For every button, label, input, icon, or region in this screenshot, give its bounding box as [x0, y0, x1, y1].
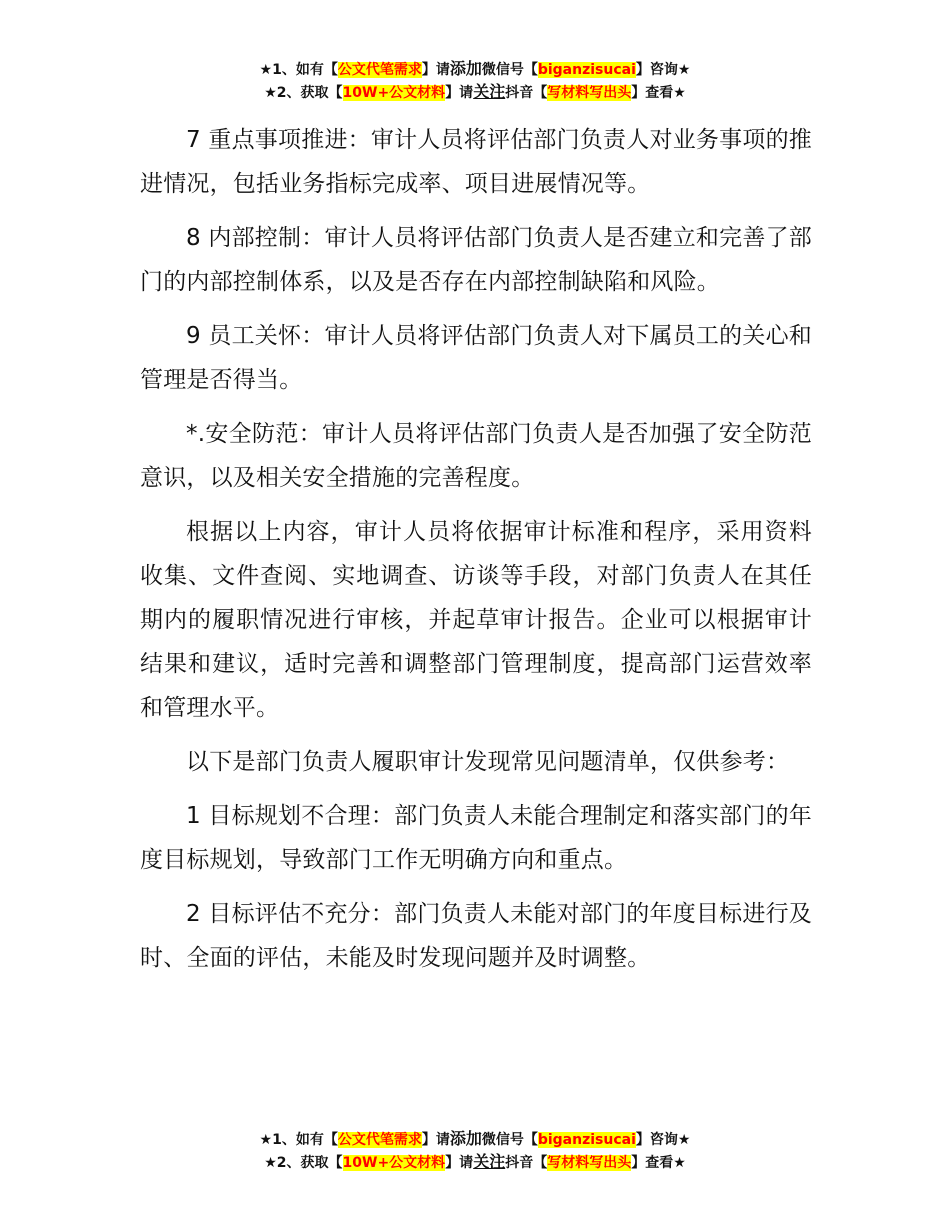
paragraph: 8 内部控制：审计人员将评估部门负责人是否建立和完善了部门的内部控制体系，以及是否存在内部控制缺陷和风险。 [140, 225, 812, 295]
banner-emphasis: 添加 [449, 1129, 482, 1148]
paragraph: 7 重点事项推进：审计人员将评估部门负责人对业务事项的推进情况，包括业务指标完成率、项目进展情况等。 [140, 127, 812, 197]
banner-text: ★1、如有【 [259, 62, 338, 78]
highlight-wechat-id: biganzisucai [537, 62, 636, 78]
highlight-wechat-id: biganzisucai [537, 1132, 636, 1148]
highlight-douyin-id: 写材料写出头 [547, 1155, 632, 1171]
banner-text: ★2、获取【 [264, 85, 343, 101]
paragraph: *.安全防范：审计人员将评估部门负责人是否加强了安全防范意识，以及相关安全措施的完善程度。 [140, 421, 812, 491]
paragraph: 9 员工关怀：审计人员将评估部门负责人对下属员工的关心和管理是否得当。 [140, 323, 812, 393]
paragraph: 1 目标规划不合理：部门负责人未能合理制定和落实部门的年度目标规划，导致部门工作无明确方向和重点。 [140, 803, 812, 873]
banner-text: 】请 [421, 1132, 450, 1148]
banner-emphasis: 关注 [473, 82, 506, 101]
highlight-materials: 10W+公文材料 [342, 1155, 446, 1171]
highlight-service: 公文代笔需求 [337, 1132, 422, 1148]
banner-text: 】查看★ [631, 85, 686, 101]
header-banner [0, 58, 950, 104]
document-body [140, 118, 812, 990]
banner-line-1 [0, 58, 950, 81]
paragraph: 根据以上内容，审计人员将依据审计标准和程序，采用资料收集、文件查阅、实地调查、访谈等手段，对部门负责人在其任期内的履职情况进行审核，并起草审计报告。企业可以根据审计结果和建议，适时完善和调整部门管理制度，提高部门运营效率和管理水平。 [140, 519, 812, 721]
banner-text: 抖音【 [505, 85, 548, 101]
banner-line-2 [0, 1151, 950, 1174]
banner-text: 抖音【 [505, 1155, 548, 1171]
paragraph: 以下是部门负责人履职审计发现常见问题清单，仅供参考： [186, 749, 790, 775]
banner-text: 】请 [445, 85, 474, 101]
banner-text: 】查看★ [631, 1155, 686, 1171]
banner-line-2 [0, 81, 950, 104]
banner-text: 】咨询★ [635, 1132, 691, 1148]
banner-text: 微信号【 [481, 62, 538, 78]
footer-banner [0, 1128, 950, 1174]
highlight-douyin-id: 写材料写出头 [547, 85, 632, 101]
banner-text: 】请 [445, 1155, 474, 1171]
highlight-materials: 10W+公文材料 [342, 85, 446, 101]
highlight-service: 公文代笔需求 [337, 62, 422, 78]
banner-text: 微信号【 [481, 1132, 538, 1148]
banner-text: ★1、如有【 [259, 1132, 338, 1148]
paragraph: 2 目标评估不充分：部门负责人未能对部门的年度目标进行及时、全面的评估，未能及时发现问题并及时调整。 [140, 901, 812, 971]
banner-text: ★2、获取【 [264, 1155, 343, 1171]
banner-emphasis: 关注 [473, 1152, 506, 1171]
banner-line-1 [0, 1128, 950, 1151]
banner-emphasis: 添加 [449, 59, 482, 78]
banner-text: 】请 [421, 62, 450, 78]
banner-text: 】咨询★ [635, 62, 691, 78]
